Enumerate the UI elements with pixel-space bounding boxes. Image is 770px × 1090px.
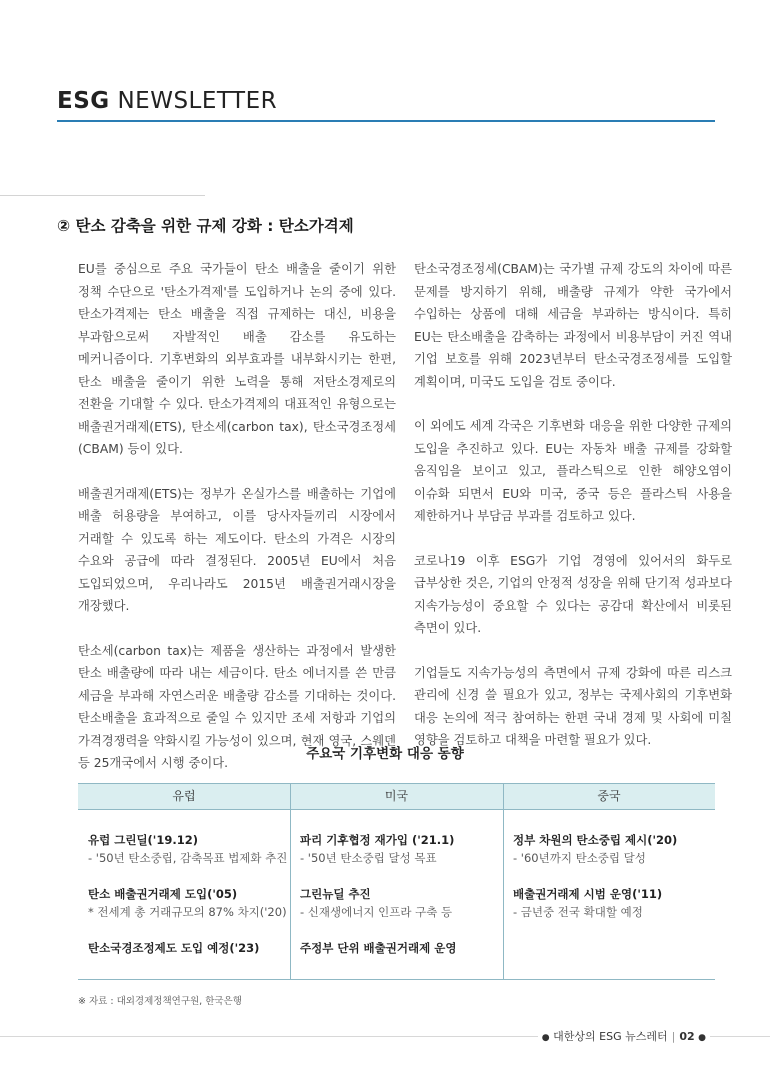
left-column: [78, 258, 396, 797]
table-header-china: 중국: [597, 789, 621, 803]
paragraph: 이 외에도 세계 각국은 기후변화 대응을 위한 다양한 규제의 도입을 추진하고 있다. EU는 자동차 배출 규제를 강화할 움직임을 보이고 있고, 플라스틱으로 인한 해양오염이 이슈화 되면서 EU와 미국, 중국 등은 플라스틱 사용을 제한하거나 부담금 부과를 검토하고 있다.: [414, 419, 732, 523]
paragraph: 탄소세(carbon tax)는 제품을 생산하는 과정에서 발생한 탄소 배출량에 따라 내는 세금이다. 탄소 에너지를 쓴 만큼 세금을 부과해 자연스러운 배출량 감소를 기대하는 것이다. 탄소배출을 효과적으로 줄일 수 있지만 조세 저항과 기업의 가격경쟁력을 약화시킬 가능성이 있으며, 현재 영국, 스웨덴 등 25개국에서 시행 중이다.: [78, 643, 396, 770]
cell-heading: 탄소국경조정제도 도입 예정('23): [88, 941, 260, 955]
section-divider: [0, 195, 205, 196]
paragraph: 탄소국경조정세(CBAM)는 국가별 규제 강도의 차이에 따른 문제를 방지하기 위해, 배출량 규제가 약한 국가에서 수입하는 상품에 대해 세금을 부과하는 방식이다. 특히 EU는 탄소배출을 감축하는 과정에서 비용부담이 커진 역내 기업 보호를 위해 2023년부터 탄소국경조정세를 도입할 계획이며, 미국도 도입을 검토 중이다.: [414, 262, 732, 389]
column-divider: [503, 783, 504, 980]
cell-heading: 유럽 그린딜('19.12): [88, 833, 198, 847]
paragraph: EU를 중심으로 주요 국가들이 탄소 배출을 줄이기 위한 정책 수단으로 '탄소가격제'를 도입하거나 논의 중에 있다. 탄소가격제는 탄소 배출을 직접 규제하는 대신, 비용을 부과함으로써 자발적인 배출 감소를 유도하는 메커니즘이다. 기후변화의 외부효과를 내부화시키는 한편, 탄소 배출을 줄이기 위한 노력을 통해 저탄소경제로의 전환을 기대할 수 있다. 탄소가격제의 대표적인 유형으로는 배출권거래제(ETS), 탄소세(carbon tax), 탄소국경조정세(CBAM) 등이 있다.: [78, 262, 396, 456]
bullet-icon: ●: [541, 1033, 550, 1043]
right-column: [414, 258, 732, 774]
table-cell-europe: [88, 831, 288, 957]
paragraph: 배출권거래제(ETS)는 정부가 온실가스를 배출하는 기업에 배출 허용량을 부여하고, 이를 당사자들끼리 시장에서 거래할 수 있도록 하는 제도이다. 탄소의 가격은 시장의 수요와 공급에 따라 결정된다. 2005년 EU에서 처음 도입되었으며, 우리나라도 2015년 배출권거래시장을 개장했다.: [78, 486, 396, 613]
cell-detail: * 전세계 총 거래규모의 87% 차지('20): [88, 905, 287, 919]
climate-response-table: [78, 783, 715, 980]
page-footer: [538, 1028, 710, 1044]
newsletter-header: [57, 88, 277, 114]
header-rule: [57, 120, 715, 122]
cell-heading: 정부 차원의 탄소중립 제시('20): [513, 833, 678, 847]
header-title: NEWSLETTER: [117, 88, 278, 114]
table-bottom-rule: [78, 979, 715, 980]
header-brand: ESG: [57, 88, 110, 114]
footer-publisher: 대한상의 ESG 뉴스레터: [553, 1030, 668, 1043]
table-cell-usa: [300, 831, 500, 957]
cell-detail: - '50년 탄소중립 달성 목표: [300, 851, 437, 865]
cell-detail: - 금년중 전국 확대할 예정: [513, 905, 643, 919]
cell-heading: 그린뉴딜 추진: [300, 887, 371, 901]
cell-heading: 주정부 단위 배출권거래제 운영: [300, 941, 457, 955]
column-divider: [290, 783, 291, 980]
cell-heading: 배출권거래제 시범 운영('11): [513, 887, 663, 901]
table-header-europe: 유럽: [172, 789, 196, 803]
cell-heading: 탄소 배출권거래제 도입('05): [88, 887, 238, 901]
bullet-icon: ●: [698, 1033, 706, 1043]
source-note: ※ 자료 : 대외경제정책연구원, 한국은행: [78, 996, 242, 1007]
cell-heading: 파리 기후협정 재가입 ('21.1): [300, 833, 455, 847]
paragraph: 코로나19 이후 ESG가 기업 경영에 있어서의 화두로 급부상한 것은, 기업의 안정적 성장을 위해 단기적 성과보다 지속가능성이 중요할 수 있다는 공감대 확산에서 비롯된 측면이 있다.: [414, 553, 732, 635]
table-title: 주요국 기후변화 대응 동향: [306, 746, 464, 762]
cell-detail: - '50년 탄소중립, 감축목표 법제화 추진: [88, 851, 288, 865]
page-number: 02: [679, 1030, 695, 1043]
table-cell-china: [513, 831, 713, 939]
footer-separator: |: [671, 1030, 676, 1043]
table-header: [78, 783, 715, 810]
section-title: ② 탄소 감축을 위한 규제 강화 : 탄소가격제: [57, 217, 354, 235]
cell-detail: - '60년까지 탄소중립 달성: [513, 851, 646, 865]
cell-detail: - 신재생에너지 인프라 구축 등: [300, 905, 453, 919]
table-header-usa: 미국: [384, 789, 409, 803]
paragraph: 기업들도 지속가능성의 측면에서 규제 강화에 따른 리스크 관리에 신경 쓸 필요가 있고, 정부는 국제사회의 기후변화 대응 논의에 적극 참여하는 한편 국내 경제 및 사회에 미칠 영향을 검토하고 대책을 마련할 필요가 있다.: [414, 665, 732, 747]
